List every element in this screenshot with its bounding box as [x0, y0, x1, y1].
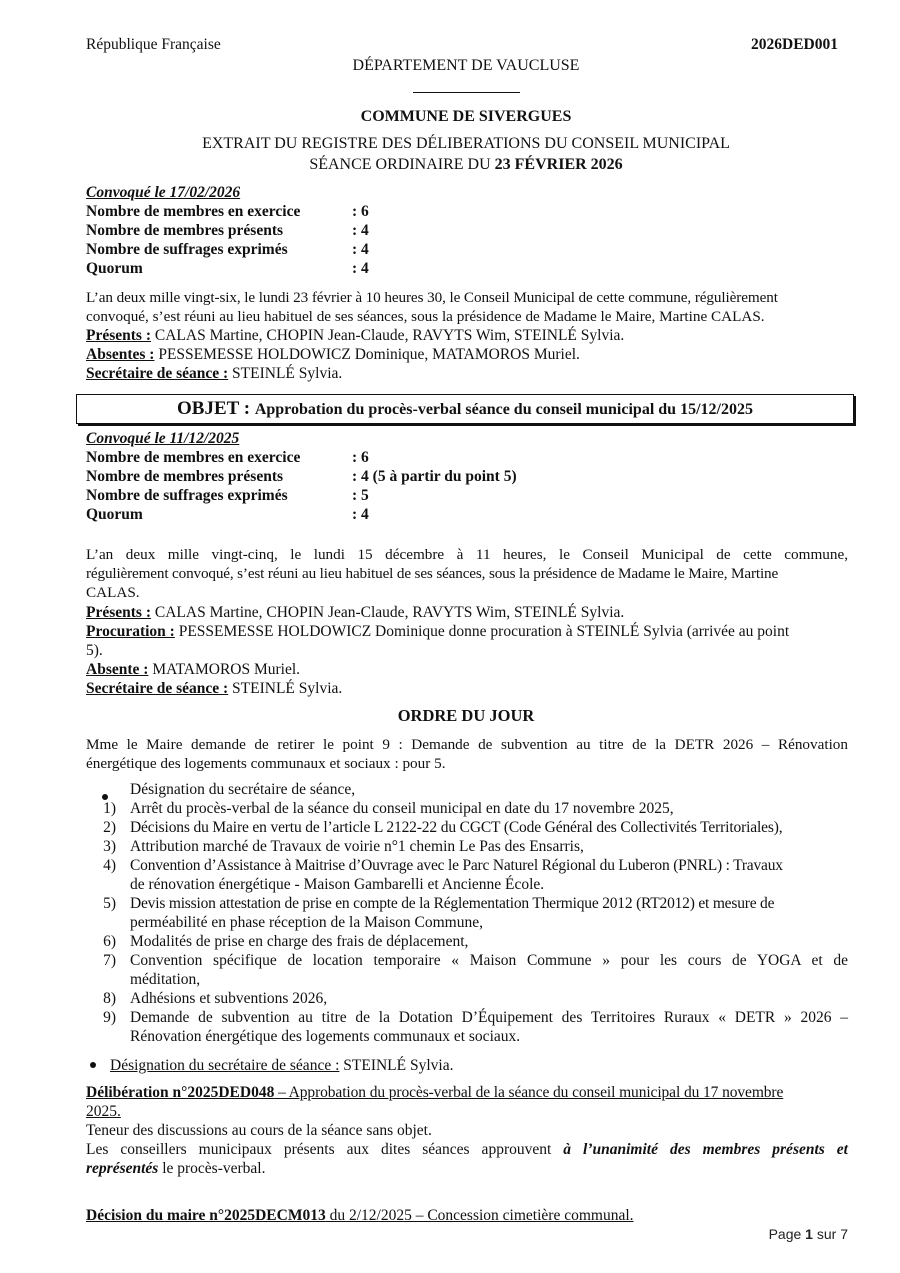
session-title: [0, 156, 900, 174]
stat-label: Nombre de suffrages exprimés: [86, 487, 288, 504]
commune-title: COMMUNE DE SIVERGUES: [360, 108, 572, 125]
deliberation-subject-continued: 2025.: [86, 1103, 121, 1120]
secretary-line: [86, 679, 342, 698]
agenda-item-text: Modalités de prise en charge des frais de déplacement,: [130, 933, 469, 950]
agenda-item-number: 1): [103, 800, 116, 817]
stat-label: Nombre de suffrages exprimés: [86, 241, 288, 258]
presents-names: CALAS Martine, CHOPIN Jean-Claude, RAVYTS Wim, STEINLÉ Sylvia.: [151, 604, 625, 621]
document-reference: 2026DED001: [751, 36, 838, 53]
page-number: 1: [805, 1226, 813, 1242]
intro-line: convoqué, s’est réuni au lieu habituel de ses séances, sous la présidence de Madame le Maire, Martine CALAS.: [86, 308, 765, 325]
agenda-title: ORDRE DU JOUR: [397, 706, 535, 725]
convocation-date: Convoqué le 17/02/2026: [86, 184, 241, 201]
absente-label: Absente :: [86, 661, 149, 678]
stat-value: : 4: [352, 506, 369, 523]
objet-box: [76, 394, 854, 424]
absentes-line: [86, 345, 580, 364]
stat-value: : 5: [352, 487, 369, 504]
deliberation-discussion: Teneur des discussions au cours de la séance sans objet.: [86, 1122, 432, 1139]
deliberation-approval: [86, 1140, 848, 1159]
stat-label: Nombre de membres présents: [86, 468, 284, 485]
approval-emphasis: à l’unanimité des membres présents et: [563, 1141, 848, 1158]
agenda-item-text: Devis mission attestation de prise en compte de la Réglementation Thermique 2012 (RT2012) et mesure de: [130, 895, 775, 912]
stat-value: : 4: [352, 222, 369, 239]
agenda-item-text: Convention d’Assistance à Maitrise d’Ouvrage avec le Parc Naturel Régional du Luberon (PNRL) : Travaux: [130, 857, 783, 874]
approval-text: le procès-verbal.: [158, 1160, 266, 1177]
absentes-label: Absentes :: [86, 346, 155, 363]
agenda-item-text: Attribution marché de Travaux de voirie n°1 chemin Le Pas des Ensarris,: [130, 838, 584, 855]
absente-name: MATAMOROS Muriel.: [148, 661, 301, 678]
stat-value: : 6: [352, 449, 369, 466]
agenda-item-text: Arrêt du procès-verbal de la séance du conseil municipal en date du 17 novembre 2025,: [130, 800, 674, 817]
agenda-item-text: méditation,: [130, 971, 201, 988]
designation-line: [86, 1056, 453, 1075]
agenda-item-number: 6): [103, 933, 116, 950]
stat-label: Nombre de membres en exercice: [86, 449, 301, 466]
stat-label: Quorum: [86, 260, 143, 277]
agenda-item-text: Décisions du Maire en vertu de l’article L 2122-22 du CGCT (Code Général des Collectivités Territoriales),: [130, 819, 783, 836]
secretary-name: STEINLÉ Sylvia.: [228, 365, 343, 382]
intro-line: CALAS.: [86, 584, 140, 601]
agenda-item-number: 7): [103, 952, 116, 969]
intro-line: L’an deux mille vingt-cinq, le lundi 15 décembre à 11 heures, le Conseil Municipal de cette commune,: [86, 546, 848, 563]
stat-value: : 4 (5 à partir du point 5): [352, 468, 517, 485]
meeting-intro: [86, 288, 848, 326]
agenda-item-number: 8): [103, 990, 116, 1007]
agenda-item-text: Convention spécifique de location temporaire « Maison Commune » pour les cours de YOGA et de: [130, 952, 848, 969]
secretary-label: Secrétaire de séance :: [86, 680, 229, 697]
header-divider: [413, 92, 520, 93]
agenda-item-number: 9): [103, 1009, 116, 1026]
secretary-label: Secrétaire de séance :: [86, 365, 229, 382]
mayor-decision-title: [86, 1206, 634, 1225]
page-indicator: [769, 1226, 848, 1242]
decision-subject: du 2/12/2025 – Concession cimetière communal.: [325, 1207, 634, 1224]
designation-label: Désignation du secrétaire de séance :: [110, 1057, 340, 1074]
agenda-item-text: Demande de subvention au titre de la Dotation D’Équipement des Territoires Ruraux « DETR » 2026 –: [130, 1009, 848, 1026]
department-title: DÉPARTEMENT DE VAUCLUSE: [352, 57, 580, 74]
stat-label: Quorum: [86, 506, 143, 523]
stat-value: : 6: [352, 203, 369, 220]
decision-number: Décision du maire n°2025DECM013: [86, 1207, 326, 1224]
agenda-item-number: 5): [103, 895, 116, 912]
presents-line: [86, 326, 624, 345]
agenda-item-number: 2): [103, 819, 116, 836]
bullet-marker: [90, 1062, 96, 1068]
procuration-continued: 5).: [86, 642, 103, 659]
agenda-item-text: Rénovation énergétique des logements communaux et sociaux.: [130, 1028, 521, 1045]
register-extract-title: EXTRAIT DU REGISTRE DES DÉLIBERATIONS DU CONSEIL MUNICIPAL: [202, 135, 730, 152]
intro-line: L’an deux mille vingt-six, le lundi 23 février à 10 heures 30, le Conseil Municipal de cette commune, régulièrement: [86, 289, 778, 306]
secretary-line: [86, 364, 342, 383]
stat-value: : 4: [352, 241, 369, 258]
republique-label: République Française: [86, 36, 221, 53]
agenda-item-number: 4): [103, 857, 116, 874]
stat-label: Nombre de membres en exercice: [86, 203, 301, 220]
agenda-item-text: perméabilité en phase réception de la Maison Commune,: [130, 914, 483, 931]
stat-label: Nombre de membres présents: [86, 222, 284, 239]
page-label: Page: [768, 1226, 806, 1242]
deliberation-number: Délibération n°2025DED048: [86, 1084, 275, 1101]
objet-heading: [77, 398, 853, 420]
procuration-text: PESSEMESSE HOLDOWICZ Dominique donne procuration à STEINLÉ Sylvia (arrivée au point: [174, 623, 790, 640]
session-prefix: SÉANCE ORDINAIRE DU: [309, 156, 495, 173]
designation-value: STEINLÉ Sylvia.: [339, 1057, 454, 1074]
agenda-item-text: Adhésions et subventions 2026,: [130, 990, 328, 1007]
stat-value: : 4: [352, 260, 369, 277]
absente-line: [86, 660, 300, 679]
deliberation-subject: – Approbation du procès-verbal de la séance du conseil municipal du 17 novembre: [274, 1084, 784, 1101]
objet-label: OBJET :: [177, 398, 255, 419]
approval-text: Les conseillers municipaux présents aux dites séances approuvent: [86, 1141, 564, 1158]
agenda-intro-line: Mme le Maire demande de retirer le point 9 : Demande de subvention au titre de la DETR 2026 – Rénovation: [86, 736, 848, 753]
objet-text: Approbation du procès-verbal séance du conseil municipal du 15/12/2025: [254, 401, 753, 418]
agenda-item-number: 3): [103, 838, 116, 855]
secretary-name: STEINLÉ Sylvia.: [228, 680, 343, 697]
meeting-intro: [86, 545, 848, 602]
intro-line: régulièrement convoqué, s’est réuni au lieu habituel de ses séances, sous la présidence de Madame le Maire, Martine: [86, 565, 779, 582]
deliberation-title: [86, 1083, 848, 1102]
presents-label: Présents :: [86, 604, 151, 621]
procuration-line: [86, 622, 848, 641]
session-date: 23 FÉVRIER 2026: [494, 156, 623, 173]
page-total: 7: [840, 1226, 848, 1242]
absentes-names: PESSEMESSE HOLDOWICZ Dominique, MATAMOROS Muriel.: [154, 346, 580, 363]
presents-line: [86, 603, 624, 622]
procuration-label: Procuration :: [86, 623, 175, 640]
deliberation-approval-continued: [86, 1159, 265, 1178]
page-of-label: sur: [812, 1226, 841, 1242]
approval-emphasis: représentés: [86, 1160, 159, 1177]
convocation-date: Convoqué le 11/12/2025: [86, 430, 240, 447]
agenda-item-text: Désignation du secrétaire de séance,: [130, 781, 356, 798]
agenda-item-text: de rénovation énergétique - Maison Gambarelli et Ancienne École.: [130, 876, 545, 893]
presents-names: CALAS Martine, CHOPIN Jean-Claude, RAVYTS Wim, STEINLÉ Sylvia.: [151, 327, 625, 344]
agenda-intro-line: énergétique des logements communaux et sociaux : pour 5.: [86, 755, 446, 772]
agenda-intro: [86, 735, 848, 773]
presents-label: Présents :: [86, 327, 151, 344]
